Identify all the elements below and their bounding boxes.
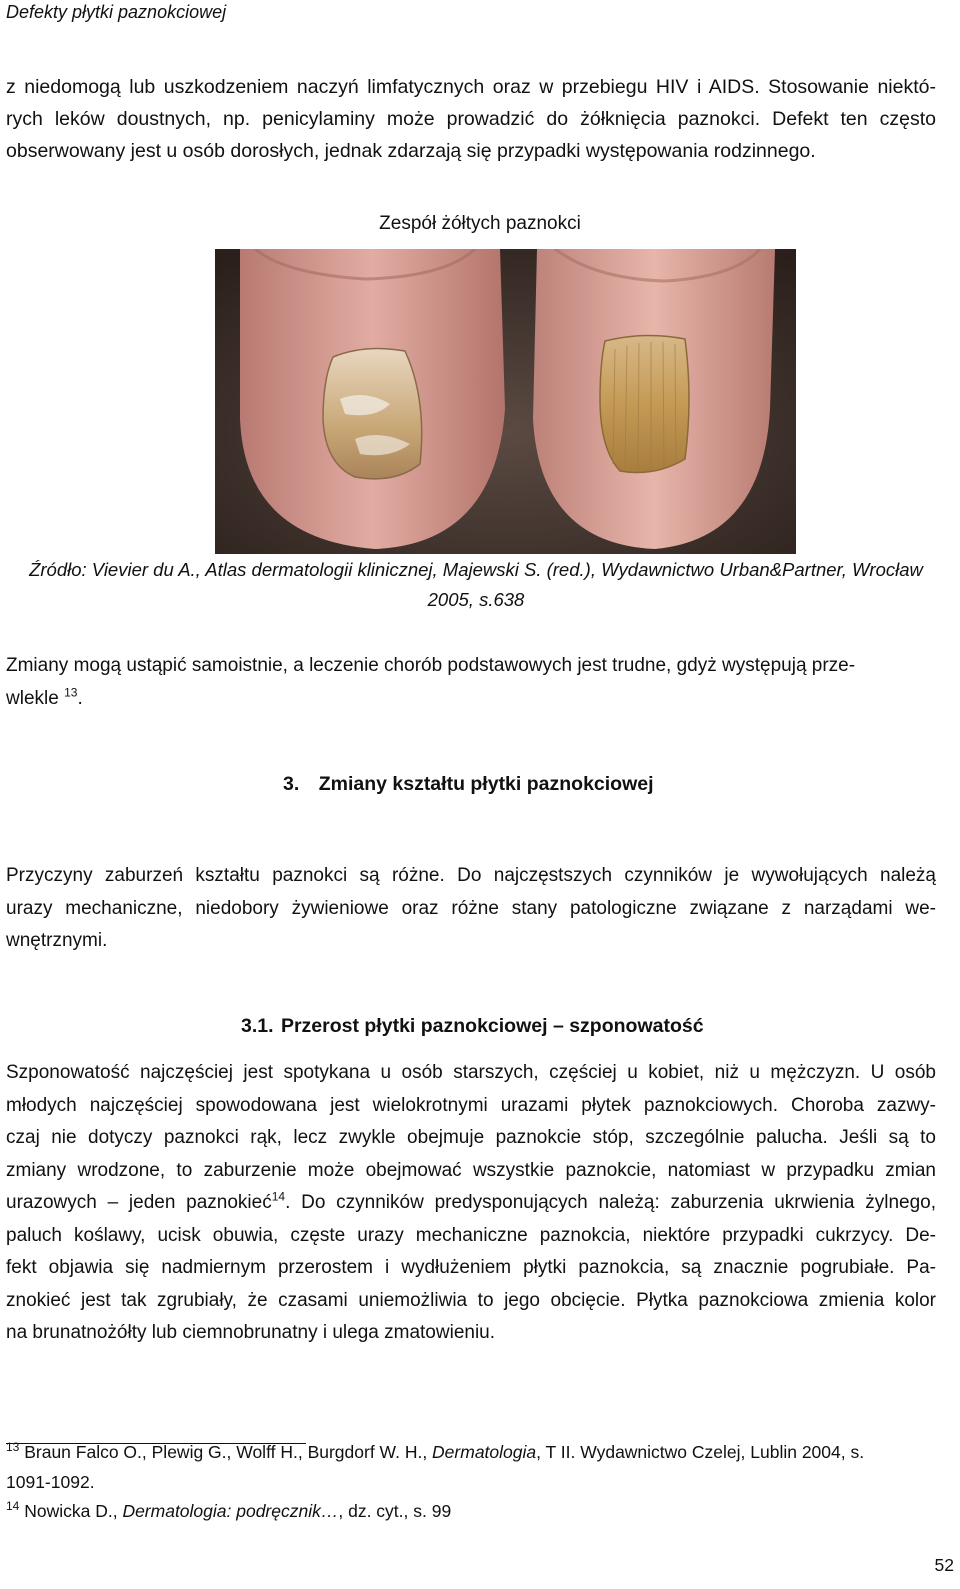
- footnote-text: Braun Falco O., Plewig G., Wolff H., Burgdorf W. H.,: [19, 1442, 433, 1462]
- causes-line: Przyczyny zaburzeń kształtu paznokci są różne. Do najczęstszych czynników je wywołujących należą: [6, 865, 936, 886]
- intro-line: obserwowany jest u osób dorosłych, jednak zdarzają się przypadki występowania rodzinnego.: [6, 140, 816, 162]
- figure-title: Zespół żółtych paznokci: [379, 213, 581, 234]
- footnote-italic: Dermatologia: podręcznik…: [122, 1501, 339, 1521]
- intro-paragraph: [6, 71, 936, 167]
- paragraph-line: znokieć jest tak zgrubiały, że czasami uniemożliwia to jego obcięcie. Płytka paznokciowa zmienia kolor: [6, 1289, 936, 1311]
- intro-line: z niedomogą lub uszkodzeniem naczyń limfatycznych oraz w przebiegu HIV i AIDS. Stosowanie niektó-: [6, 76, 936, 98]
- footnote-line: 1091-1092.: [6, 1472, 95, 1492]
- nail-photo: [215, 249, 796, 554]
- page-number: 52: [934, 1555, 954, 1575]
- section-title: Przerost płytki paznokciowej – szponowatość: [280, 1015, 704, 1037]
- footnote-line: [6, 1437, 946, 1467]
- footnote-italic: Dermatologia: [432, 1442, 537, 1462]
- causes-line: urazy mechaniczne, niedobory żywieniowe oraz różne stany patologiczne związane z narządami we-: [6, 897, 936, 919]
- line-text: . Do czynników predysponujących należą: zaburzenia ukrwienia żylnego,: [285, 1192, 937, 1213]
- paragraph-line: na brunatnożółty lub ciemnobrunatny i ulega zmatowieniu.: [6, 1322, 496, 1343]
- caption-line: 2005, s.638: [427, 589, 525, 610]
- footnote-ref-13[interactable]: 13: [64, 685, 78, 700]
- changes-paragraph: [6, 650, 936, 715]
- footnote-ref-14[interactable]: 14: [271, 1189, 286, 1204]
- changes-text: wlekle: [6, 687, 59, 709]
- caption-line: Źródło: Vievier du A., Atlas dermatologii klinicznej, Majewski S. (red.), Wydawnictwo Urban&Partner, Wrocław: [29, 559, 923, 580]
- paragraph-line: fekt objawia się nadmiernym przerostem i wydłużeniem płytki paznokcia, są znacznie pogrubiałe. Pa-: [6, 1257, 936, 1278]
- footnote-number: 14: [6, 1499, 20, 1514]
- paragraph-line: paluch koślawy, ucisk obuwia, częste urazy mechaniczne paznokcia, niektóre przypadki cukrzycy. De-: [6, 1224, 936, 1246]
- changes-line-2: [6, 683, 936, 716]
- figure-caption: [6, 555, 946, 615]
- section-3-1-heading: [241, 1015, 704, 1038]
- section-number: 3.1.: [241, 1015, 274, 1037]
- intro-line: rych leków doustnych, np. penicylaminy może prowadzić do żółknięcia paznokci. Defekt ten często: [6, 108, 936, 130]
- running-header: Defekty płytki paznokciowej: [6, 2, 227, 22]
- line-text: urazowych – jeden paznokieć: [6, 1192, 272, 1213]
- footnote-text: , T II. Wydawnictwo Czelej, Lublin 2004, s.: [536, 1442, 865, 1462]
- footnote-text: , dz. cyt., s. 99: [338, 1501, 452, 1521]
- paragraph-line: czaj nie dotyczy paznokci rąk, lecz zwykle obejmuje paznokcie stóp, szczególnie palucha. Jeśli są to: [6, 1127, 936, 1148]
- section-number: 3.: [283, 773, 300, 795]
- changes-end: .: [77, 687, 83, 709]
- footnote-14: [6, 1496, 946, 1526]
- footnote-number: 13: [6, 1440, 20, 1455]
- footnote-text: Nowicka D.,: [19, 1501, 123, 1521]
- paragraph-line: zmiany wrodzone, to zaburzenie może obejmować wszystkie paznokcie, natomiast w przypadku zmian: [6, 1159, 936, 1181]
- footnote-13: [6, 1433, 946, 1497]
- section-3-heading: [283, 773, 654, 796]
- paragraph-line: młodych najczęściej spowodowana jest wielokrotnymi urazami płytek paznokciowych. Choroba zazwy-: [6, 1094, 936, 1116]
- changes-line: Zmiany mogą ustąpić samoistnie, a leczenie chorób podstawowych jest trudne, gdyż występują prze-: [6, 655, 856, 676]
- paragraph-line: [6, 1187, 936, 1220]
- section-title: Zmiany kształtu płytki paznokciowej: [318, 773, 654, 795]
- causes-line: wnętrznymi.: [6, 930, 108, 951]
- causes-paragraph: [6, 860, 936, 958]
- paragraph-line: Szponowatość najczęściej jest spotykana u osób starszych, częściej u kobiet, niż u mężczyzn. U osób: [6, 1062, 936, 1083]
- szponowatosc-paragraph: [6, 1057, 936, 1350]
